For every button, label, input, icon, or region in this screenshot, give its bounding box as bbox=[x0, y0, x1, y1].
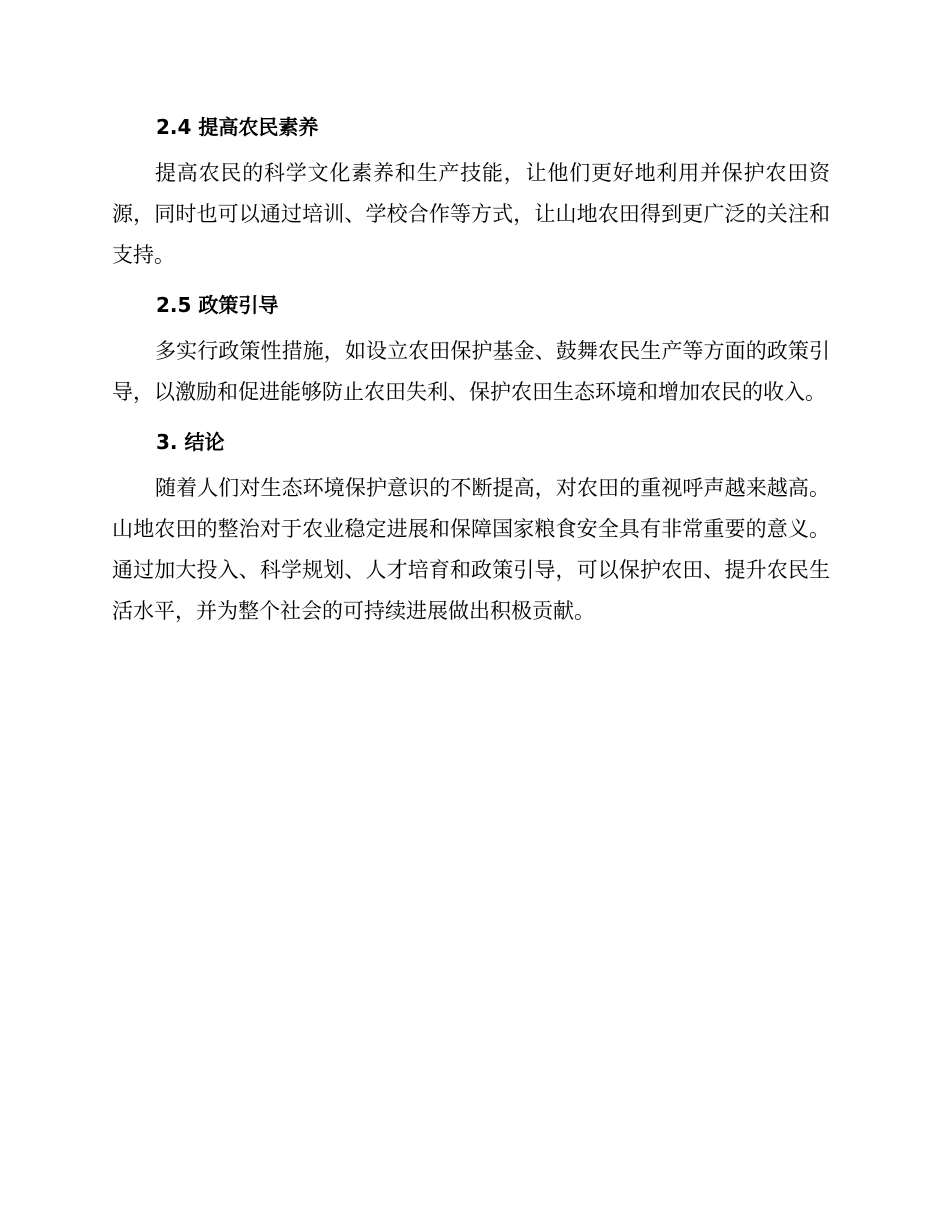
document-body bbox=[112, 112, 830, 632]
section-heading-2-5: 2.5 政策引导 bbox=[156, 293, 279, 317]
section-paragraph-2-5: 多实行政策性措施，如设立农田保护基金、鼓舞农民生产等方面的政策引导，以激励和促进能够防止农田失利、保护农田生态环境和增加农民的收入。 bbox=[112, 339, 830, 404]
section-heading-3: 3. 结论 bbox=[156, 430, 225, 454]
section-paragraph-3: 随着人们对生态环境保护意识的不断提高，对农田的重视呼声越来越高。山地农田的整治对于农业稳定进展和保障国家粮食安全具有非常重要的意义。通过加大投入、科学规划、人才培育和政策引导，可以保护农田、提升农民生活水平，并为整个社会的可持续进展做出积极贡献。 bbox=[112, 476, 830, 623]
section-heading-2-4: 2.4 提高农民素养 bbox=[156, 115, 319, 139]
section-paragraph-2-4: 提高农民的科学文化素养和生产技能，让他们更好地利用并保护农田资源，同时也可以通过培训、学校合作等方式，让山地农田得到更广泛的关注和支持。 bbox=[112, 161, 830, 267]
